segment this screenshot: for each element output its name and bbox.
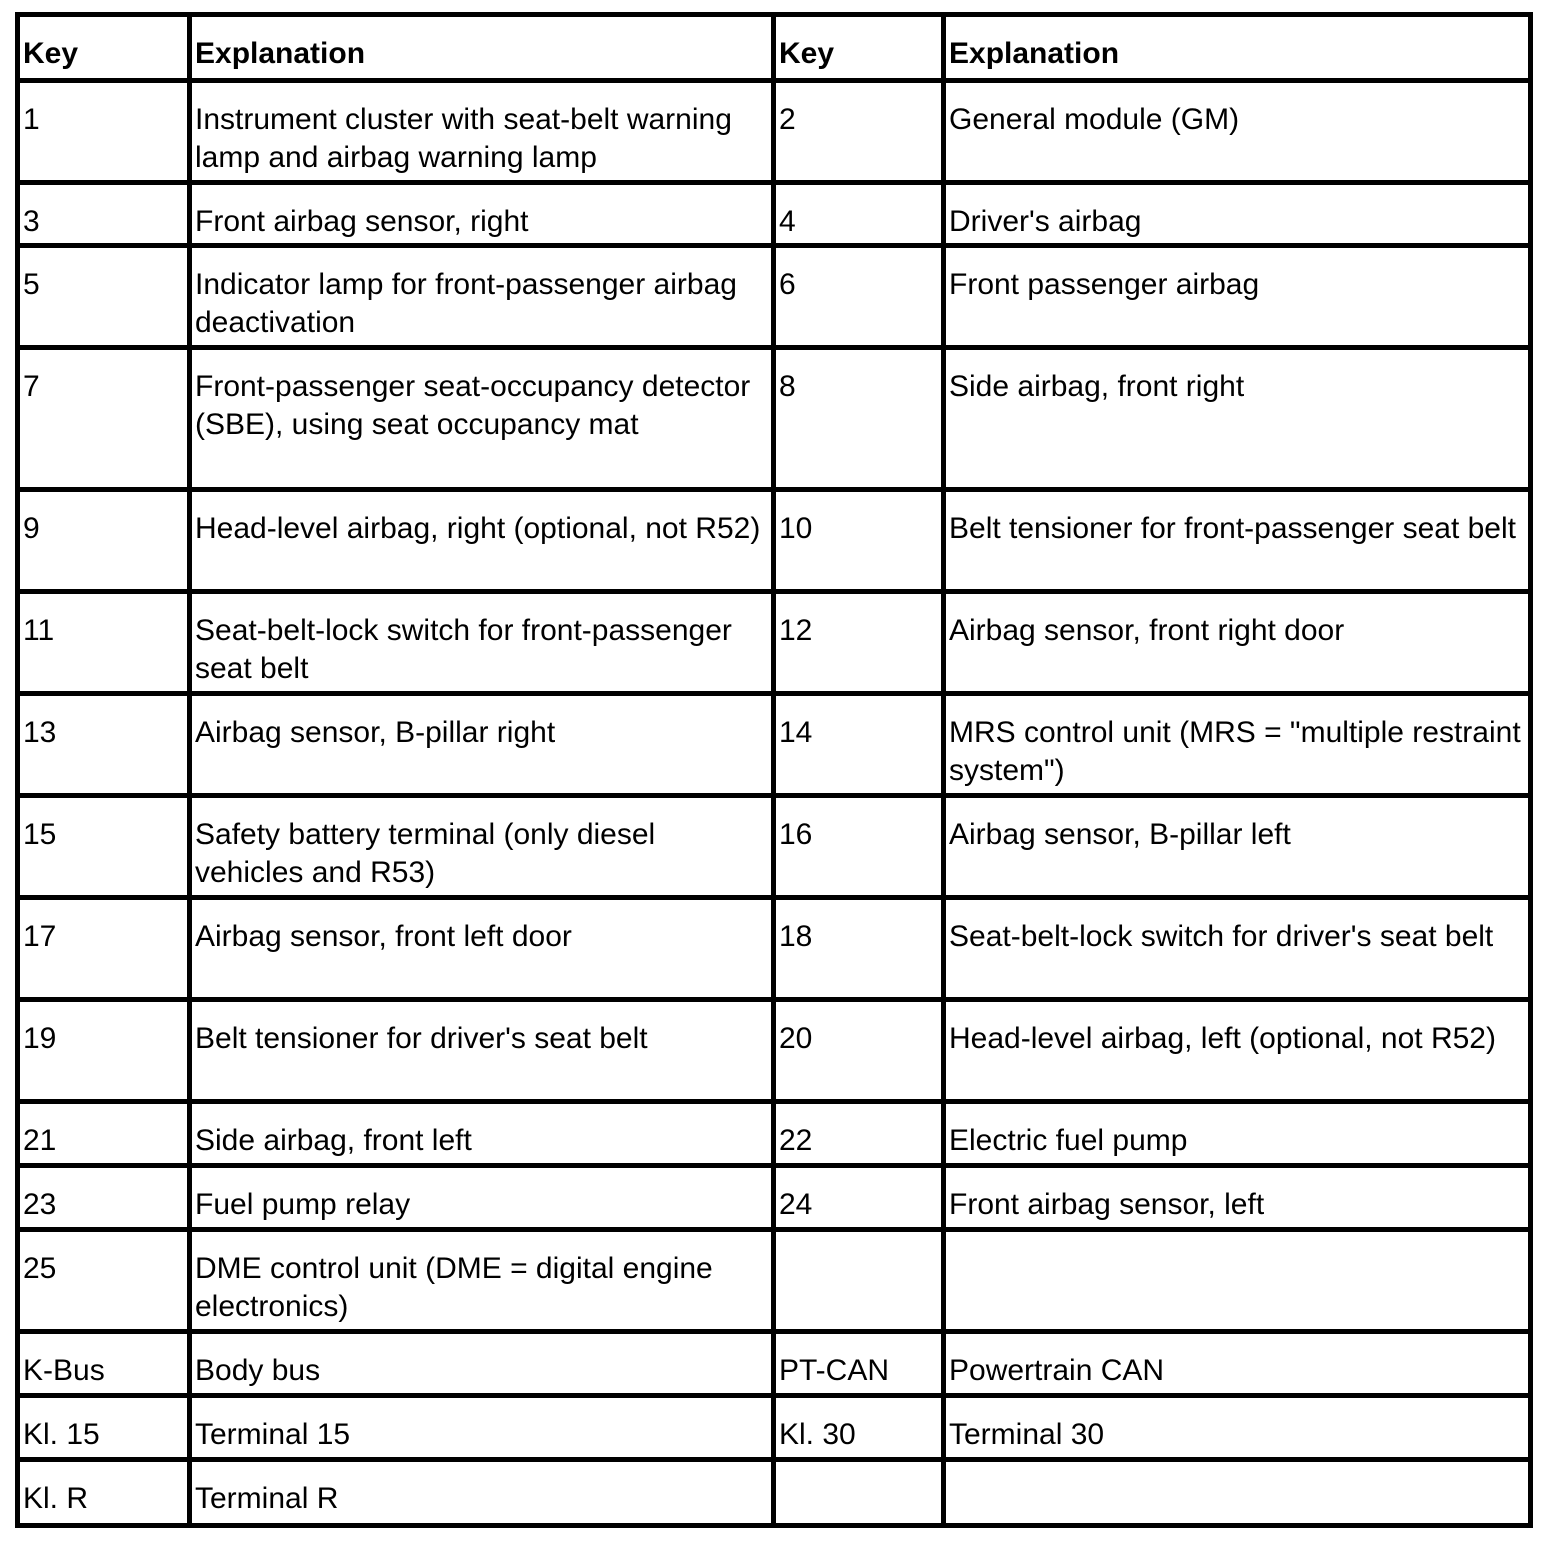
table-row — [18, 81, 1531, 183]
table-row — [18, 694, 1531, 796]
table-row — [18, 1332, 1531, 1396]
explanation-cell: Belt tensioner for front-passenger seat belt — [944, 490, 1531, 592]
key-cell: 12 — [774, 592, 944, 694]
table-row — [18, 490, 1531, 592]
header-explanation: Explanation — [944, 15, 1531, 81]
explanation-cell: Driver's airbag — [944, 183, 1531, 246]
key-cell: 9 — [18, 490, 190, 592]
explanation-cell: General module (GM) — [944, 81, 1531, 183]
key-cell: 19 — [18, 1000, 190, 1102]
key-cell: 22 — [774, 1102, 944, 1166]
key-explanation-table — [15, 12, 1533, 1528]
key-cell: 15 — [18, 796, 190, 898]
key-cell: 5 — [18, 246, 190, 348]
header-explanation: Explanation — [190, 15, 774, 81]
table-row — [18, 592, 1531, 694]
key-cell: Kl. 30 — [774, 1396, 944, 1460]
table-row — [18, 1166, 1531, 1230]
key-cell: 14 — [774, 694, 944, 796]
key-cell: 20 — [774, 1000, 944, 1102]
header-key: Key — [18, 15, 190, 81]
explanation-cell: Airbag sensor, B-pillar right — [190, 694, 774, 796]
key-cell: 13 — [18, 694, 190, 796]
explanation-cell: Front airbag sensor, right — [190, 183, 774, 246]
key-cell: 1 — [18, 81, 190, 183]
explanation-cell — [944, 1460, 1531, 1526]
explanation-cell: Head-level airbag, left (optional, not R52) — [944, 1000, 1531, 1102]
explanation-cell: Safety battery terminal (only diesel vehicles and R53) — [190, 796, 774, 898]
key-cell: K-Bus — [18, 1332, 190, 1396]
key-cell: 21 — [18, 1102, 190, 1166]
key-cell — [774, 1230, 944, 1332]
explanation-cell: Side airbag, front right — [944, 348, 1531, 490]
explanation-cell — [944, 1230, 1531, 1332]
explanation-cell: DME control unit (DME = digital engine electronics) — [190, 1230, 774, 1332]
key-cell: 16 — [774, 796, 944, 898]
key-cell: 10 — [774, 490, 944, 592]
table-row — [18, 796, 1531, 898]
table-row — [18, 183, 1531, 246]
table-row — [18, 898, 1531, 1000]
key-cell: 2 — [774, 81, 944, 183]
explanation-cell: Head-level airbag, right (optional, not R52) — [190, 490, 774, 592]
explanation-cell: Seat-belt-lock switch for front-passenger seat belt — [190, 592, 774, 694]
explanation-cell: MRS control unit (MRS = "multiple restraint system") — [944, 694, 1531, 796]
key-cell: Kl. R — [18, 1460, 190, 1526]
explanation-cell: Terminal 15 — [190, 1396, 774, 1460]
table-row — [18, 246, 1531, 348]
table-row — [18, 1396, 1531, 1460]
table-row — [18, 1460, 1531, 1526]
explanation-cell: Terminal 30 — [944, 1396, 1531, 1460]
explanation-cell: Powertrain CAN — [944, 1332, 1531, 1396]
explanation-cell: Seat-belt-lock switch for driver's seat belt — [944, 898, 1531, 1000]
explanation-cell: Fuel pump relay — [190, 1166, 774, 1230]
key-cell: 8 — [774, 348, 944, 490]
explanation-cell: Front passenger airbag — [944, 246, 1531, 348]
explanation-cell: Belt tensioner for driver's seat belt — [190, 1000, 774, 1102]
explanation-cell: Front airbag sensor, left — [944, 1166, 1531, 1230]
key-cell: 7 — [18, 348, 190, 490]
explanation-cell: Indicator lamp for front-passenger airbag deactivation — [190, 246, 774, 348]
explanation-cell: Body bus — [190, 1332, 774, 1396]
explanation-cell: Instrument cluster with seat-belt warning lamp and airbag warning lamp — [190, 81, 774, 183]
table-row — [18, 348, 1531, 490]
key-cell: 11 — [18, 592, 190, 694]
key-cell: PT-CAN — [774, 1332, 944, 1396]
explanation-cell: Front-passenger seat-occupancy detector (SBE), using seat occupancy mat — [190, 348, 774, 490]
explanation-cell: Airbag sensor, front left door — [190, 898, 774, 1000]
key-cell: 25 — [18, 1230, 190, 1332]
explanation-cell: Airbag sensor, front right door — [944, 592, 1531, 694]
table-row — [18, 1102, 1531, 1166]
table-row — [18, 1230, 1531, 1332]
key-cell: 17 — [18, 898, 190, 1000]
explanation-cell: Terminal R — [190, 1460, 774, 1526]
key-cell: 6 — [774, 246, 944, 348]
key-cell: 4 — [774, 183, 944, 246]
explanation-cell: Side airbag, front left — [190, 1102, 774, 1166]
key-cell — [774, 1460, 944, 1526]
header-row — [18, 15, 1531, 81]
key-cell: 3 — [18, 183, 190, 246]
key-cell: Kl. 15 — [18, 1396, 190, 1460]
key-cell: 23 — [18, 1166, 190, 1230]
table-row — [18, 1000, 1531, 1102]
explanation-cell: Airbag sensor, B-pillar left — [944, 796, 1531, 898]
key-cell: 18 — [774, 898, 944, 1000]
explanation-cell: Electric fuel pump — [944, 1102, 1531, 1166]
key-cell: 24 — [774, 1166, 944, 1230]
header-key: Key — [774, 15, 944, 81]
